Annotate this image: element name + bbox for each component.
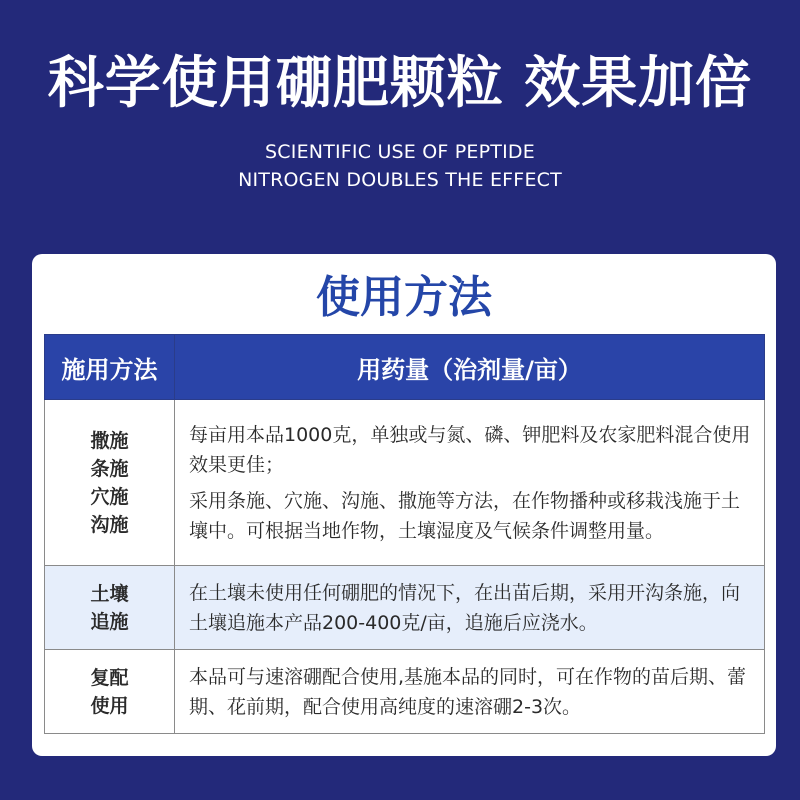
subtitle-line: SCIENTIFIC USE OF PEPTIDE [265, 141, 535, 163]
column-header-method: 施用方法 [45, 335, 175, 400]
method-line: 条施 [90, 457, 129, 480]
card-title: 使用方法 [316, 272, 492, 323]
method-line: 复配 [90, 666, 129, 689]
dosage-cell [175, 566, 765, 650]
page-headline: 科学使用硼肥颗粒 效果加倍 [47, 51, 753, 116]
dosage-paragraph: 每亩用本品1000克，单独或与氮、磷、钾肥料及农家肥料混合使用效果更佳； [189, 423, 751, 476]
dosage-paragraph: 采用条施、穴施、沟施、撒施等方法，在作物播种或移栽浅施于土壤中。可根据当地作物，土壤湿度及气候条件调整用量。 [189, 489, 741, 542]
table-row [45, 400, 765, 566]
method-line: 穴施 [90, 485, 129, 508]
method-line: 沟施 [90, 513, 129, 536]
table-header-row [45, 335, 765, 400]
method-cell [45, 400, 175, 566]
usage-card [32, 254, 776, 756]
usage-table [44, 334, 765, 734]
column-header-dosage: 用药量（治剂量/亩） [175, 335, 765, 400]
method-line: 撒施 [90, 429, 129, 452]
method-line: 追施 [90, 610, 129, 633]
method-cell [45, 650, 175, 734]
dosage-paragraph: 本品可与速溶硼配合使用,基施本品的同时，可在作物的苗后期、蕾期、花前期，配合使用高纯度的速溶硼2-3次。 [189, 665, 747, 718]
dosage-cell [175, 650, 765, 734]
table-row [45, 566, 765, 650]
table-row [45, 650, 765, 734]
method-cell [45, 566, 175, 650]
method-line: 土壤 [90, 582, 129, 605]
dosage-cell [175, 400, 765, 566]
method-line: 使用 [90, 694, 129, 717]
subtitle-line: NITROGEN DOUBLES THE EFFECT [238, 169, 562, 191]
dosage-paragraph: 在土壤未使用任何硼肥的情况下，在出苗后期，采用开沟条施，向土壤追施本产品200-400克/亩，追施后应浇水。 [189, 581, 741, 634]
page-subtitle [0, 138, 800, 194]
